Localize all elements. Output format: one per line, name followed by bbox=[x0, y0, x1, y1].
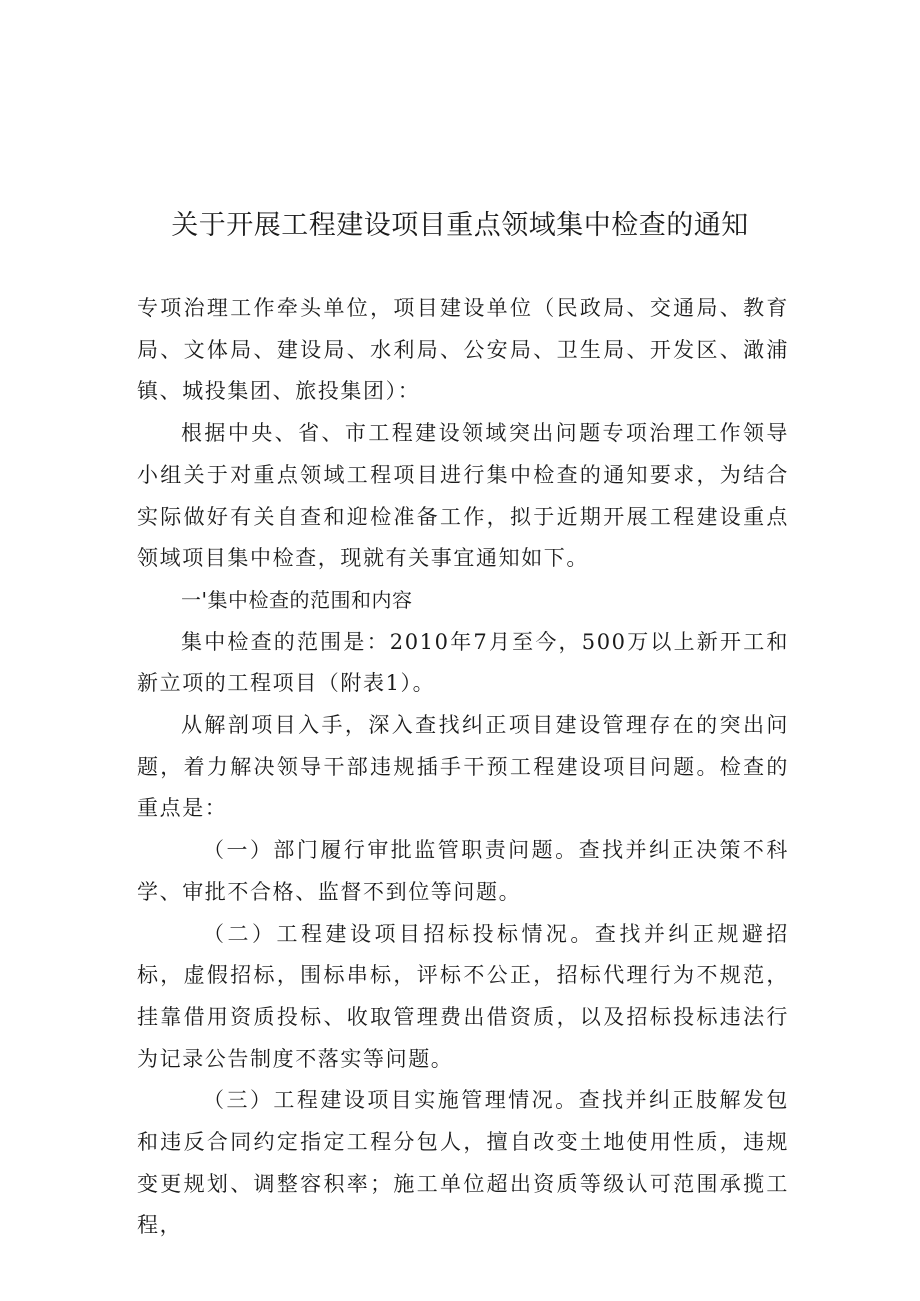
document-body bbox=[137, 288, 789, 1247]
focus-intro-paragraph: 从解剖项目入手，深入查找纠正项目建设管理存在的突出问题，着力解决领导干部违规插手干预工程建设项目问题。检查的重点是： bbox=[137, 713, 789, 821]
item-3-paragraph: （三）工程建设项目实施管理情况。查找并纠正肢解发包和违反合同约定指定工程分包人，擅自改变土地使用性质，违规变更规划、调整容积率；施工单位超出资质等级认可范围承揽工程， bbox=[137, 1088, 789, 1238]
item-1-paragraph: （一）部门履行审批监管职责问题。查找并纠正决策不科学、审批不合格、监督不到位等问题。 bbox=[137, 838, 789, 904]
intro-paragraph: 根据中央、省、市工程建设领域突出问题专项治理工作领导小组关于对重点领域工程项目进行集中检查的通知要求，为结合实际做好有关自查和迎检准备工作，拟于近期开展工程建设重点领域项目集中检查，现就有关事宜通知如下。 bbox=[137, 421, 789, 571]
item-2-paragraph: （二）工程建设项目招标投标情况。查找并纠正规避招标，虚假招标，围标串标，评标不公正，招标代理行为不规范，挂靠借用资质投标、收取管理费出借资质，以及招标投标违法行为记录公告制度不落实等问题。 bbox=[137, 921, 789, 1071]
addressee-paragraph: 专项治理工作牵头单位，项目建设单位（民政局、交通局、教育局、文体局、建设局、水利局、公安局、卫生局、开发区、澉浦镇、城投集团、旅投集团）： bbox=[137, 296, 789, 404]
section-heading-1: 一'集中检查的范围和内容 bbox=[181, 587, 413, 612]
document-title: 关于开展工程建设项目重点领域集中检查的通知 bbox=[171, 210, 749, 241]
scope-paragraph: 集中检查的范围是：2010年7月至今，500万以上新开工和新立项的工程项目（附表1）。 bbox=[137, 629, 789, 696]
